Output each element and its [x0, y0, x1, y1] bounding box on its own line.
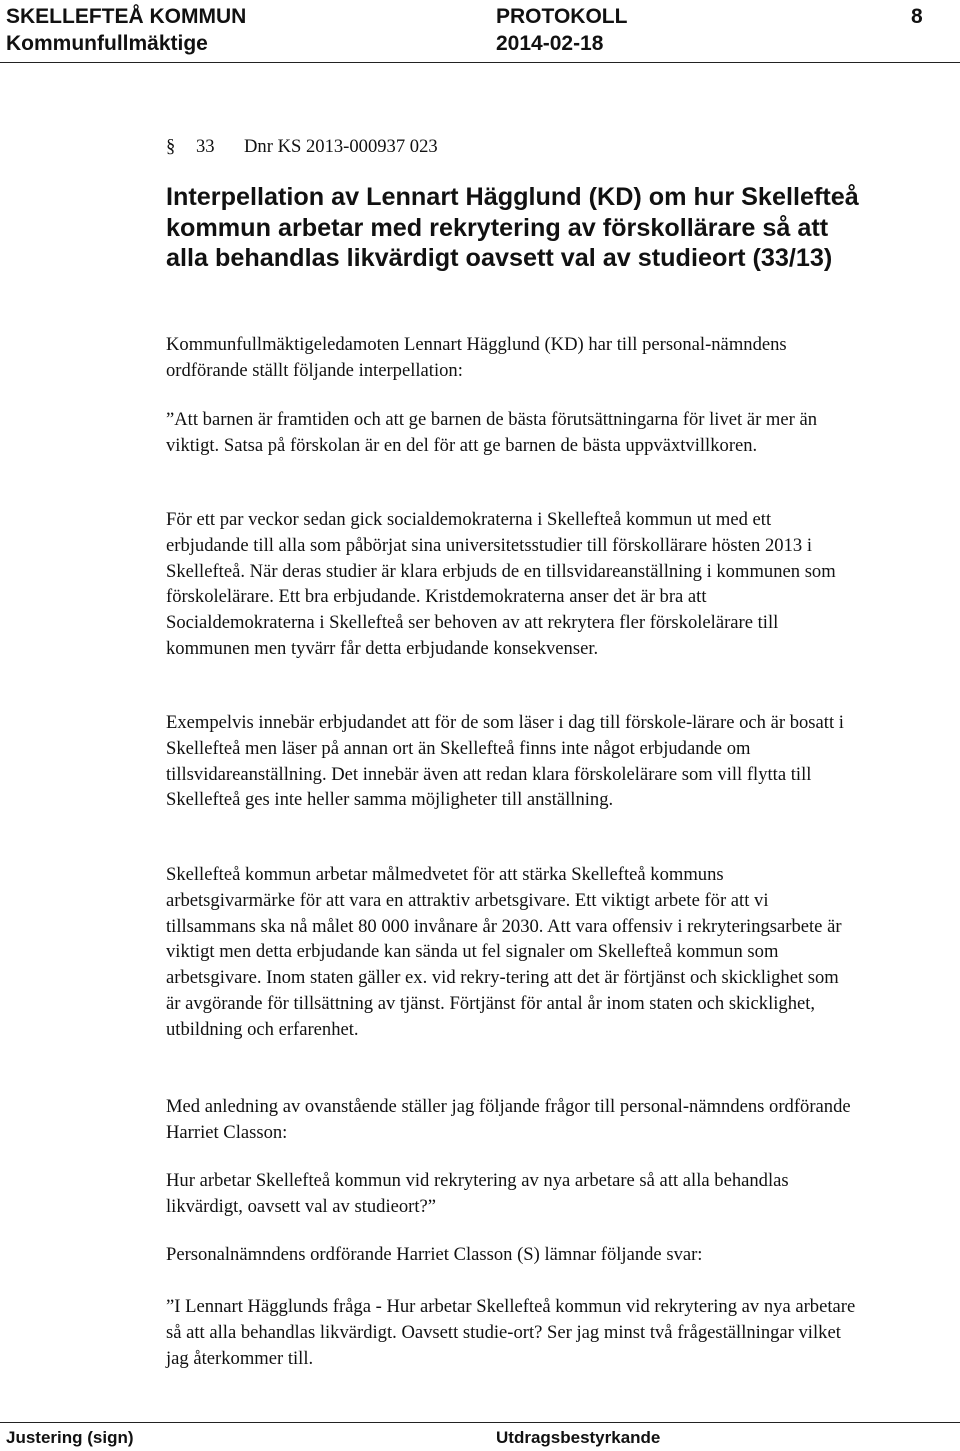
paragraph-quote-start: ”Att barnen är framtiden och att ge barnen de bästa förutsättningarna för livet är mer än viktigt. Satsa på förskolan är en del för att ge barnen de bästa uppväxtvillkoren. [166, 409, 818, 456]
page-number: 8 [911, 5, 923, 28]
header-doc-type: PROTOKOLL [496, 5, 628, 28]
footer-divider [0, 1422, 960, 1423]
footer-justering: Justering (sign) [6, 1428, 134, 1447]
paragraph-questions-intro: Med anledning av ovanstående ställer jag följande frågor till personal-nämndens ordförande Harriet Classon: [166, 1096, 851, 1143]
section-number: 33 [196, 136, 215, 157]
paragraph-symbol: § [166, 136, 176, 157]
header-org: SKELLEFTEÅ KOMMUN [6, 5, 247, 28]
paragraph-answer-intro: Personalnämndens ordförande Harriet Classon (S) lämnar följande svar: [166, 1244, 703, 1265]
paragraph-offer: För ett par veckor sedan gick socialdemokraterna i Skellefteå kommun ut med ett erbjudande till alla som påbörjat sina universitetsstudier till förskollärare hösten 2013 i Skellefteå. När deras studier är klara erbjuds de en tillsvidareanställning i kommunen som förskolelärare. Ett bra erbjudande. Kristdemokraterna anser det är bra att Socialdemokraterna i Skellefteå ser behoven av att rekrytera fler förskolelärare till kommunen men tyvärr får detta erbjudande konsekvenser. [166, 509, 836, 659]
paragraph-intro: Kommunfullmäktigeledamoten Lennart Hägglund (KD) har till personal-nämndens ordförande ställt följande interpellation: [166, 334, 787, 381]
dnr-number: Dnr KS 2013-000937 023 [244, 136, 438, 157]
section-reference [166, 134, 438, 160]
paragraph-question: Hur arbetar Skellefteå kommun vid rekrytering av nya arbetare så att alla behandlas likvärdigt, oavsett val av studieort?” [166, 1170, 789, 1217]
footer-utdragsbestyrkande: Utdragsbestyrkande [496, 1428, 661, 1447]
header-divider [0, 62, 960, 63]
document-title: Interpellation av Lennart Hägglund (KD) om hur Skellefteå kommun arbetar med rekrytering av förskollärare så att alla behandlas likvärdigt oavsett val av studieort (33/13) [166, 183, 859, 272]
paragraph-employer-brand: Skellefteå kommun arbetar målmedvetet för att stärka Skellefteå kommuns arbetsgivarmärke för att vara en attraktiv arbetsgivare. Ett viktigt arbete för att vi tillsammans ska nå målet 80 000 invånare år 2030. Att vara offensiv i rekryteringsarbete är viktigt men detta erbjudande kan sända ut fel signaler om Skellefteå kommun som arbetsgivare. Inom staten gäller ex. vid rekry-tering att det är förtjänst och skicklighet som är avgörande för tillsättning av tjänst. Förtjänst för antal år inom staten och skicklighet, utbildning och erfarenhet. [166, 864, 842, 1040]
header-body: Kommunfullmäktige [6, 32, 208, 55]
paragraph-example: Exempelvis innebär erbjudandet att för de som läser i dag till förskole-lärare och är bosatt i Skellefteå men läser på annan ort än Skellefteå finns inte något erbjudande om tillsvidareanställning. Det innebär även att redan klara förskolelärare som vill flytta till Skellefteå ges inte heller samma möjligheter till anställning. [166, 712, 844, 811]
paragraph-answer: ”I Lennart Hägglunds fråga - Hur arbetar Skellefteå kommun vid rekrytering av nya arbetare så att alla behandlas likvärdigt. Oavsett studie-ort? Ser jag minst två frågeställningar vilket jag återkommer till. [166, 1296, 856, 1369]
header-date: 2014-02-18 [496, 32, 604, 55]
